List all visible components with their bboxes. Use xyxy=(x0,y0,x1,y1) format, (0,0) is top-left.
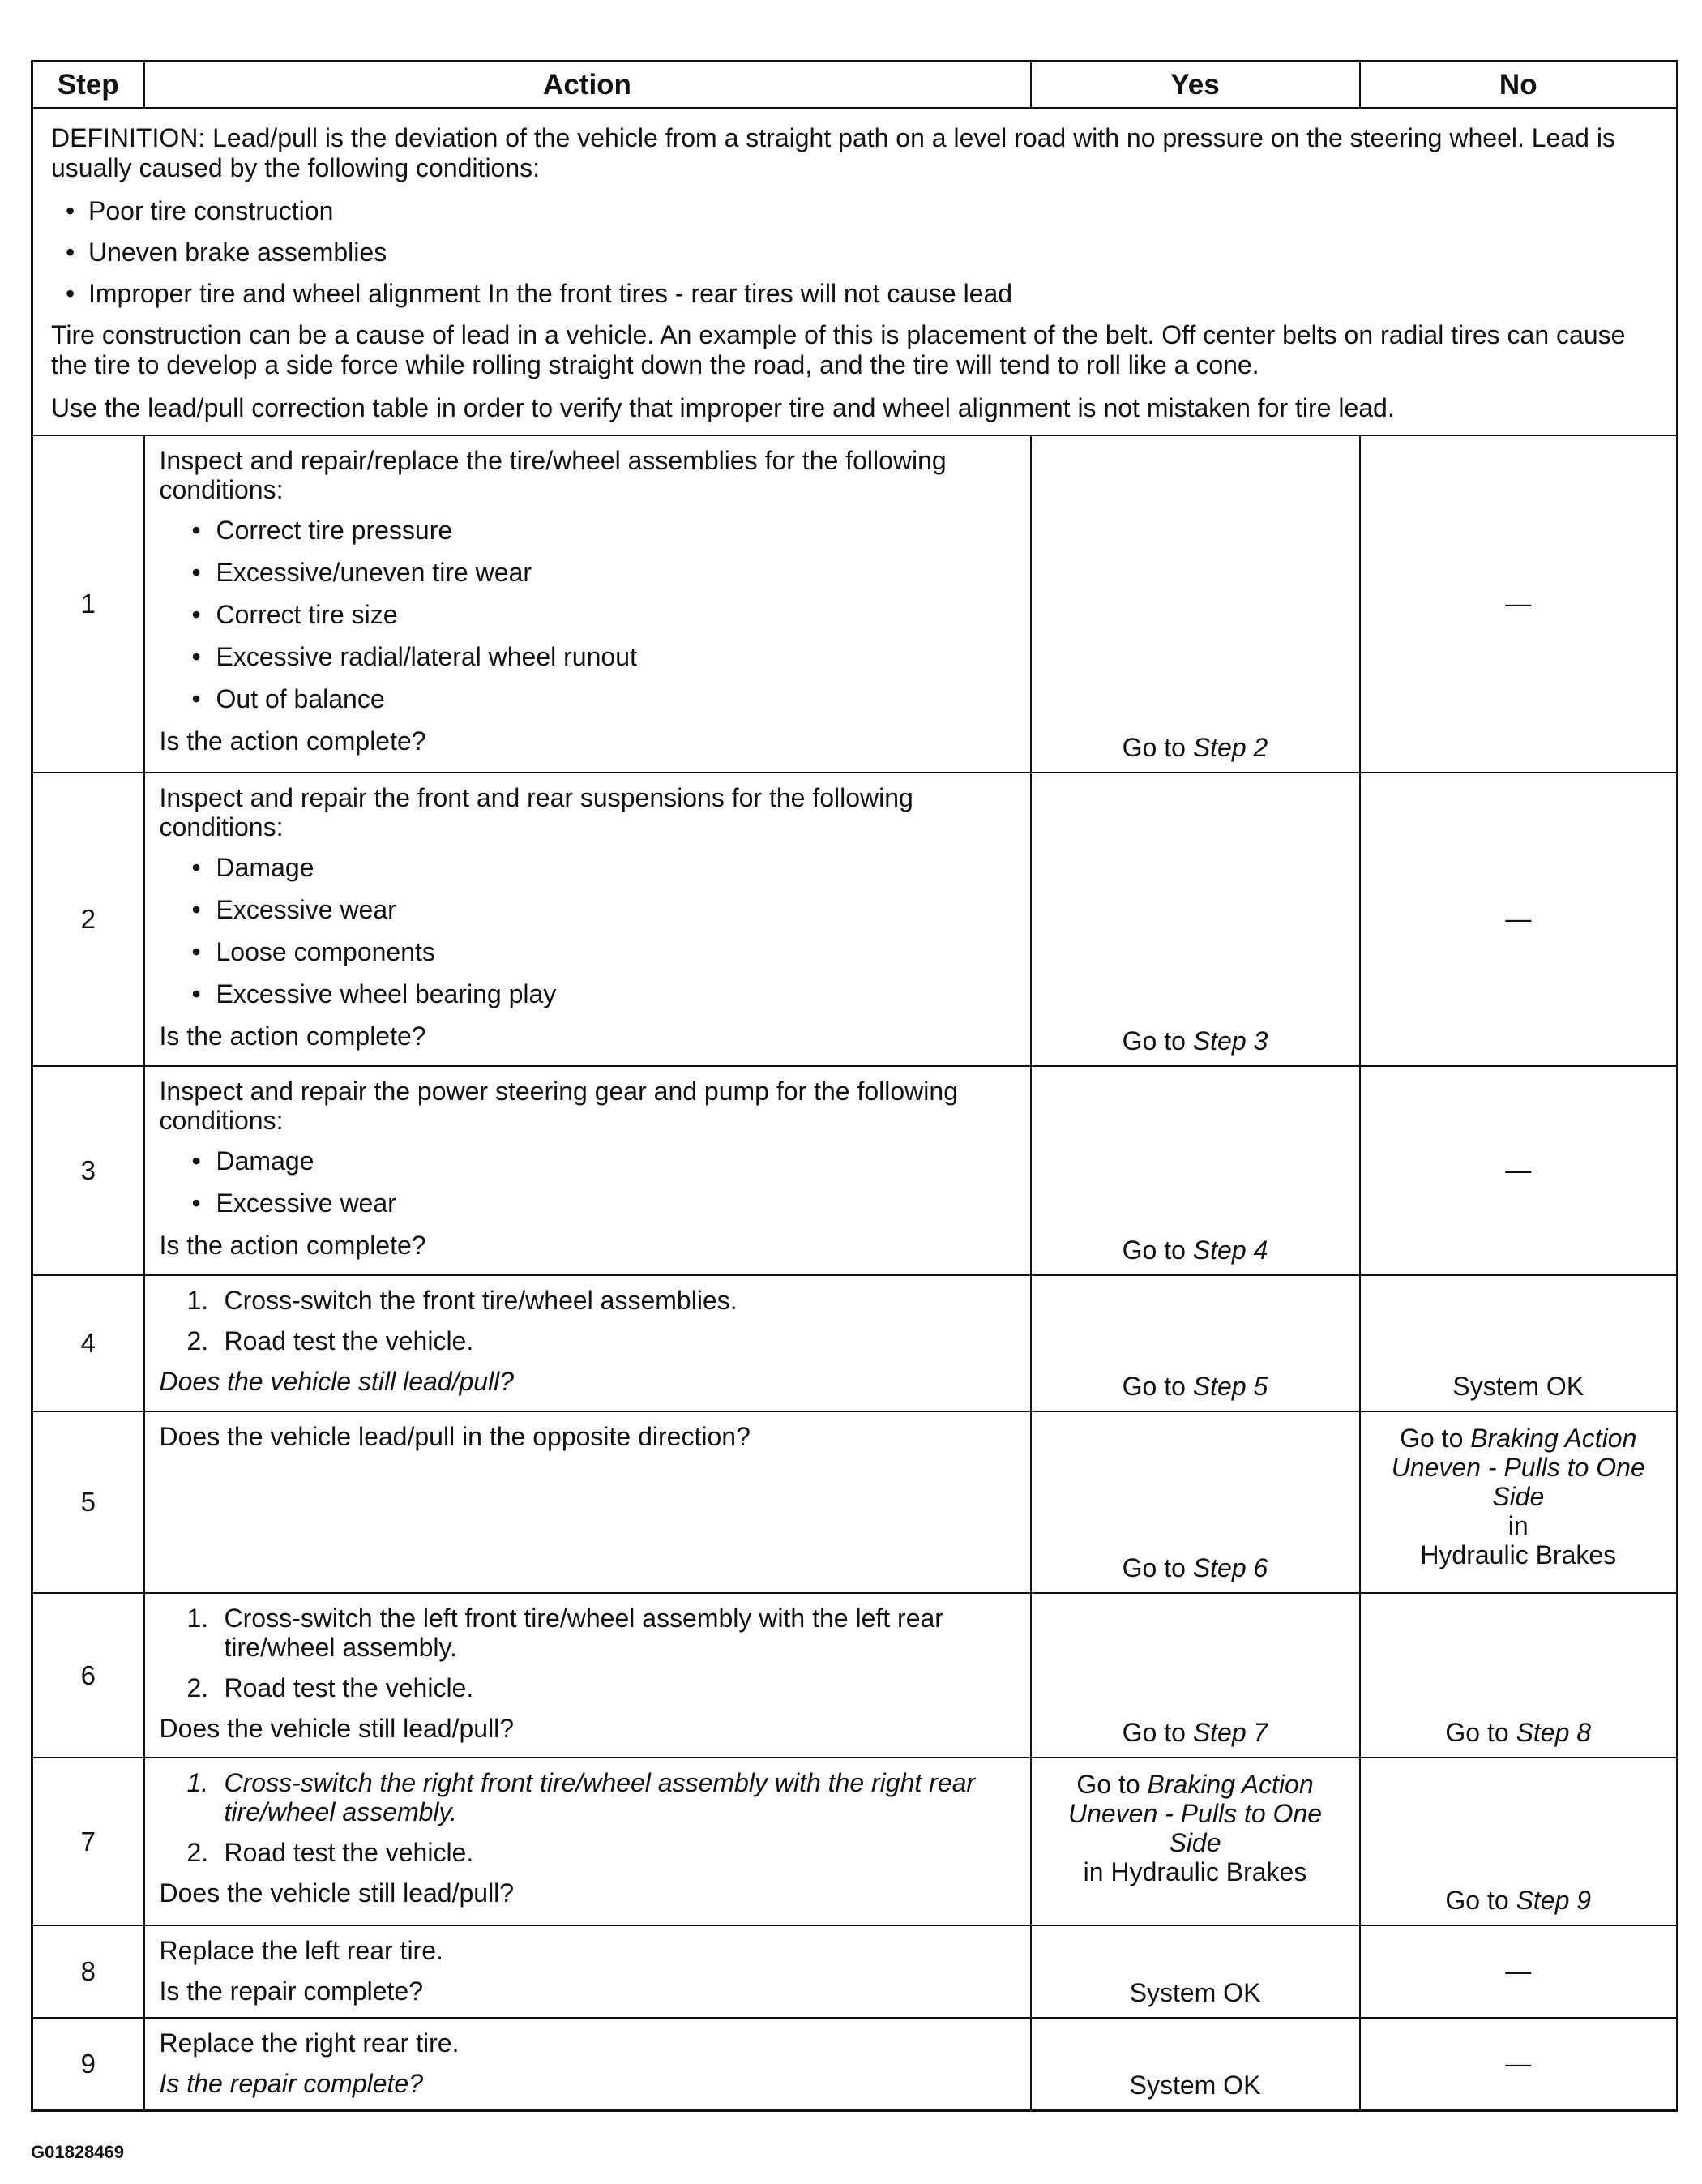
no-cell xyxy=(1360,1593,1678,1758)
action-bullets xyxy=(160,853,1016,1008)
step-number: 4 xyxy=(32,1275,144,1411)
yes-cell: System OK xyxy=(1031,2018,1360,2110)
action-text: Inspect and repair the power steering gear and pump for the following conditions: xyxy=(159,1077,958,1135)
diagnostic-table-container xyxy=(31,60,1676,2112)
no-prefix: Go to xyxy=(1445,1886,1516,1915)
yes-cell xyxy=(1031,1758,1360,1925)
yes-cell: System OK xyxy=(1031,1925,1360,2018)
item-number: 2. xyxy=(186,1673,209,1702)
step-action xyxy=(144,1925,1031,2018)
action-bullet: • Correct tire pressure xyxy=(160,516,1016,545)
yes-step-link: Step 6 xyxy=(1192,1553,1268,1582)
no-prefix: Go to xyxy=(1400,1424,1471,1453)
yes-procedure-link: Braking Action Uneven - Pulls to One Side xyxy=(1067,1770,1323,1857)
step-number: 8 xyxy=(32,1925,144,2018)
no-cell: — xyxy=(1360,1066,1678,1275)
yes-prefix: Go to xyxy=(1122,1718,1193,1747)
action-numbered-list xyxy=(160,1604,1016,1702)
step-action xyxy=(144,1758,1031,1925)
action-bullet: • Loose components xyxy=(160,937,1016,966)
action-bullet: • Excessive wheel bearing play xyxy=(160,979,1016,1008)
action-bullets xyxy=(160,1146,1016,1218)
action-text: Replace the right rear tire. xyxy=(159,2028,460,2058)
action-question: Does the vehicle still lead/pull? xyxy=(159,1367,515,1396)
step-row xyxy=(32,1925,1678,2018)
yes-step-link: Step 5 xyxy=(1192,1372,1268,1401)
header-action: Action xyxy=(144,62,1031,109)
step-row xyxy=(32,1066,1678,1275)
yes-prefix: Go to xyxy=(1076,1770,1148,1799)
definition-bullet: • Uneven brake assemblies xyxy=(51,238,1658,268)
action-bullet: • Excessive/uneven tire wear xyxy=(160,558,1016,587)
action-question: Is the repair complete? xyxy=(159,1976,423,2006)
no-cell: — xyxy=(1360,773,1678,1066)
diagnostic-table xyxy=(31,60,1678,2112)
action-bullet: • Damage xyxy=(160,853,1016,882)
item-text: Road test the vehicle. xyxy=(224,1326,474,1355)
step-number: 7 xyxy=(32,1758,144,1925)
action-numbered-item xyxy=(160,1768,1016,1826)
item-text: Road test the vehicle. xyxy=(224,1838,474,1867)
step-action xyxy=(144,435,1031,773)
action-bullet: • Damage xyxy=(160,1146,1016,1176)
no-step-link: Step 8 xyxy=(1516,1718,1592,1747)
header-yes: Yes xyxy=(1031,62,1360,109)
yes-cell xyxy=(1031,435,1360,773)
yes-cell xyxy=(1031,1275,1360,1411)
yes-cell xyxy=(1031,1411,1360,1593)
definition-bullet: • Improper tire and wheel alignment In the front tires - rear tires will not cause lead xyxy=(51,279,1658,309)
step-action xyxy=(144,2018,1031,2110)
action-bullet: • Excessive wear xyxy=(160,1188,1016,1218)
item-number: 1. xyxy=(186,1286,209,1315)
yes-prefix: Go to xyxy=(1122,1235,1193,1265)
step-action xyxy=(144,773,1031,1066)
yes-cell xyxy=(1031,773,1360,1066)
no-cell: — xyxy=(1360,1925,1678,2018)
definition-bullets xyxy=(51,196,1658,309)
item-number: 2. xyxy=(186,1326,209,1355)
step-number: 3 xyxy=(32,1066,144,1275)
action-bullet: • Out of balance xyxy=(160,684,1016,713)
yes-suffix: in Hydraulic Brakes xyxy=(1083,1857,1307,1886)
step-number: 1 xyxy=(32,435,144,773)
no-step-link: Step 9 xyxy=(1516,1886,1592,1915)
action-numbered-item xyxy=(160,1604,1016,1662)
no-cell: System OK xyxy=(1360,1275,1678,1411)
yes-cell xyxy=(1031,1066,1360,1275)
definition-bullet: • Poor tire construction xyxy=(51,196,1658,226)
action-question: Is the action complete? xyxy=(159,1231,426,1260)
item-number: 2. xyxy=(186,1838,209,1867)
step-row xyxy=(32,1275,1678,1411)
action-bullet: • Correct tire size xyxy=(160,600,1016,629)
yes-step-link: Step 7 xyxy=(1192,1718,1268,1747)
step-row xyxy=(32,773,1678,1066)
header-row xyxy=(32,62,1678,109)
step-row xyxy=(32,1411,1678,1593)
action-numbered-item xyxy=(160,1838,1016,1867)
action-question: Is the action complete? xyxy=(159,726,426,756)
action-bullets xyxy=(160,516,1016,713)
item-text: Cross-switch the right front tire/wheel assembly with the right rear tire/wheel assembly. xyxy=(224,1768,976,1826)
no-cell xyxy=(1360,1411,1678,1593)
action-text: Inspect and repair the front and rear suspensions for the following conditions: xyxy=(159,783,913,841)
step-number: 9 xyxy=(32,2018,144,2110)
action-numbered-list xyxy=(160,1768,1016,1867)
item-number: 1. xyxy=(186,1768,209,1797)
action-question: Is the action complete? xyxy=(159,1021,426,1051)
step-action xyxy=(144,1066,1031,1275)
action-numbered-item xyxy=(160,1286,1016,1315)
no-in: in xyxy=(1507,1511,1529,1540)
item-text: Road test the vehicle. xyxy=(224,1673,474,1702)
action-question: Does the vehicle still lead/pull? xyxy=(159,1714,515,1743)
item-number: 1. xyxy=(186,1604,209,1633)
yes-prefix: Go to xyxy=(1122,1026,1193,1056)
action-question: Does the vehicle still lead/pull? xyxy=(159,1878,515,1908)
no-cell: — xyxy=(1360,435,1678,773)
yes-step-link: Step 4 xyxy=(1192,1235,1268,1265)
action-question: Does the vehicle lead/pull in the opposite direction? xyxy=(159,1422,751,1451)
action-numbered-list xyxy=(160,1286,1016,1355)
step-number: 5 xyxy=(32,1411,144,1593)
definition-intro: DEFINITION: Lead/pull is the deviation of the vehicle from a straight path on a level road with no pressure on the steering wheel. Lead is usually caused by the following conditions: xyxy=(51,123,1615,182)
definition-paragraph: Tire construction can be a cause of lead in a vehicle. An example of this is placement of the belt. Off center belts on radial tires can cause the tire to develop a side force while rolling straight down the road, and the tire will tend to roll like a cone. xyxy=(51,320,1626,379)
definition-paragraph: Use the lead/pull correction table in order to verify that improper tire and wheel alignment is not mistaken for tire lead. xyxy=(51,393,1395,422)
yes-prefix: Go to xyxy=(1122,1372,1193,1401)
item-text: Cross-switch the front tire/wheel assemblies. xyxy=(224,1286,738,1315)
step-row xyxy=(32,2018,1678,2110)
header-no: No xyxy=(1360,62,1678,109)
step-action xyxy=(144,1593,1031,1758)
action-question: Is the repair complete? xyxy=(159,2069,423,2098)
yes-prefix: Go to xyxy=(1122,1553,1193,1582)
step-row xyxy=(32,1593,1678,1758)
step-number: 6 xyxy=(32,1593,144,1758)
definition-cell xyxy=(32,108,1678,435)
header-step: Step xyxy=(32,62,144,109)
definition-row xyxy=(32,108,1678,435)
step-action xyxy=(144,1275,1031,1411)
action-bullet: • Excessive wear xyxy=(160,895,1016,924)
action-numbered-item xyxy=(160,1673,1016,1702)
no-cell: — xyxy=(1360,2018,1678,2110)
action-text: Replace the left rear tire. xyxy=(159,1936,443,1965)
step-row xyxy=(32,1758,1678,1925)
no-cell xyxy=(1360,1758,1678,1925)
action-text: Inspect and repair/replace the tire/wheel assemblies for the following conditions: xyxy=(159,446,947,504)
step-row xyxy=(32,435,1678,773)
no-procedure-link: Braking Action Uneven - Pulls to One Side xyxy=(1391,1424,1645,1511)
item-text: Cross-switch the left front tire/wheel assembly with the left rear tire/wheel assembly. xyxy=(224,1604,943,1662)
figure-id: G01828469 xyxy=(31,2142,124,2162)
step-action xyxy=(144,1411,1031,1593)
no-prefix: Go to xyxy=(1445,1718,1516,1747)
yes-step-link: Step 3 xyxy=(1192,1026,1268,1056)
action-bullet: • Excessive radial/lateral wheel runout xyxy=(160,642,1016,671)
yes-cell xyxy=(1031,1593,1360,1758)
step-number: 2 xyxy=(32,773,144,1066)
yes-prefix: Go to xyxy=(1122,733,1193,762)
action-numbered-item xyxy=(160,1326,1016,1355)
no-suffix: Hydraulic Brakes xyxy=(1420,1540,1617,1569)
yes-step-link: Step 2 xyxy=(1192,733,1268,762)
